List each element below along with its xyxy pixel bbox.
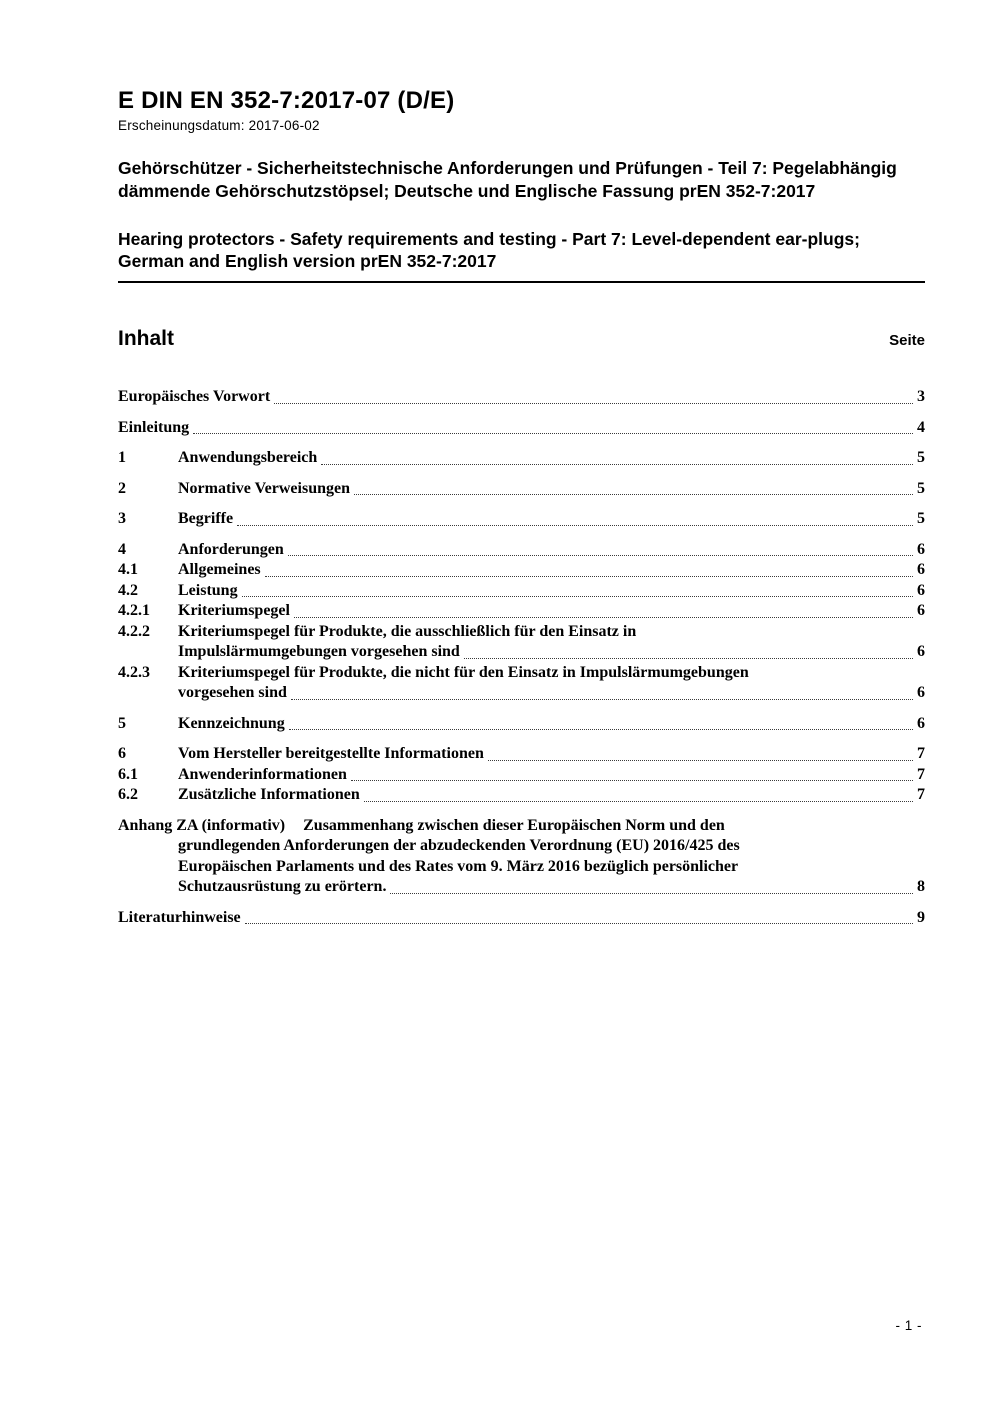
- toc-line: [118, 448, 925, 469]
- toc-dot-leader: [321, 464, 913, 465]
- toc-entry-title: Schutzausrüstung zu erörtern.: [178, 878, 387, 896]
- toc-entry-number: 4.2.2: [118, 622, 150, 640]
- toc-page-column-label: Seite: [889, 332, 925, 350]
- toc-entry-page-number: 6: [917, 602, 925, 620]
- toc-entry: [118, 785, 925, 806]
- toc-entry-title: grundlegenden Anforderungen der abzudeckenden Verordnung (EU) 2016/425 des: [178, 837, 740, 855]
- page-number-footer: - 1 -: [895, 1318, 922, 1333]
- toc-entry-page-number: 6: [917, 561, 925, 579]
- document-title-german: Gehörschützer - Sicherheitstechnische Anforderungen und Prüfungen - Teil 7: Pegelabhängig dämmende Gehörschutzstöpsel; Deutsche und Englische Fassung prEN 352-7:2017: [118, 158, 897, 201]
- toc-entry-page-number: 6: [917, 540, 925, 558]
- toc-line: [118, 663, 925, 684]
- toc-line: [118, 836, 925, 857]
- toc-entry-page-number: 9: [917, 908, 925, 926]
- document-title-english: Hearing protectors - Safety requirements and testing - Part 7: Level-dependent ear-plugs; German and English version prEN 352-7:2017: [118, 228, 925, 283]
- toc-line: [118, 540, 925, 561]
- toc-dot-leader: [390, 893, 913, 894]
- toc-entry-page-number: 5: [917, 510, 925, 528]
- toc-entry: [118, 714, 925, 735]
- toc-dot-leader: [294, 617, 913, 618]
- toc-entry-title: Vom Hersteller bereitgestellte Informationen: [178, 745, 484, 763]
- toc-line: [118, 622, 925, 643]
- toc-entry-number: 5: [118, 714, 126, 732]
- toc-entry-title: Impulslärmumgebungen vorgesehen sind: [178, 643, 460, 661]
- toc-entry-title: Anwenderinformationen: [178, 765, 347, 783]
- toc-dot-leader: [288, 555, 913, 556]
- toc-entry-number: 1: [118, 449, 126, 467]
- toc-entry-number: 4.2.3: [118, 663, 150, 681]
- toc-entry-page-number: 7: [917, 765, 925, 783]
- toc-entry-title: Europäischen Parlaments und des Rates vom 9. März 2016 bezüglich persönlicher: [178, 857, 739, 875]
- toc-line: [118, 765, 925, 786]
- toc-dot-leader: [245, 923, 913, 924]
- toc-entry-page-number: 6: [917, 581, 925, 599]
- toc-line: [118, 714, 925, 735]
- toc-line: [118, 418, 925, 439]
- toc-entry-number: 6.1: [118, 765, 138, 783]
- toc-dot-leader: [488, 760, 913, 761]
- toc-entry: [118, 765, 925, 786]
- toc-line: [118, 744, 925, 765]
- toc-line: [118, 785, 925, 806]
- toc-list: [118, 387, 925, 928]
- toc-dot-leader: [464, 658, 913, 659]
- toc-entry: [118, 560, 925, 581]
- toc-entry: [118, 509, 925, 530]
- toc-dot-leader: [237, 525, 913, 526]
- toc-dot-leader: [354, 494, 913, 495]
- toc-heading: Inhalt: [118, 327, 174, 351]
- toc-dot-leader: [193, 433, 913, 434]
- toc-entry-page-number: 8: [917, 878, 925, 896]
- toc-entry-number: 6.2: [118, 786, 138, 804]
- toc-dot-leader: [242, 596, 913, 597]
- toc-entry-title: Leistung: [178, 581, 238, 599]
- toc-entry: [118, 622, 925, 663]
- toc-entry: [118, 581, 925, 602]
- toc-entry-number: Anhang ZA (informativ): [118, 816, 286, 834]
- toc-entry-number: 4: [118, 540, 126, 558]
- toc-entry-number: 4.2: [118, 581, 138, 599]
- toc-line: [118, 581, 925, 602]
- toc-entry-page-number: 6: [917, 643, 925, 661]
- toc-line: [118, 601, 925, 622]
- toc-entry: [118, 540, 925, 561]
- toc-entry-number: 4.1: [118, 561, 138, 579]
- toc-dot-leader: [364, 801, 913, 802]
- toc-entry-title: Normative Verweisungen: [178, 479, 350, 497]
- toc-entry-page-number: 4: [917, 418, 925, 436]
- toc-entry: [118, 816, 925, 898]
- toc-entry-number: 4.2.1: [118, 602, 150, 620]
- toc-entry-title: Europäisches Vorwort: [118, 388, 271, 406]
- toc-entry: [118, 479, 925, 500]
- toc-entry: [118, 908, 925, 929]
- toc-line: [118, 908, 925, 929]
- toc-entry-title: Kriteriumspegel für Produkte, die nicht für den Einsatz in Impulslärmumgebungen: [178, 663, 749, 681]
- toc-entry-title: Anforderungen: [178, 540, 284, 558]
- toc-entry-page-number: 6: [917, 714, 925, 732]
- toc-entry: [118, 601, 925, 622]
- toc-entry-title: Begriffe: [178, 510, 234, 528]
- toc-entry-page-number: 3: [917, 388, 925, 406]
- toc-dot-leader: [274, 403, 913, 404]
- toc-dot-leader: [289, 729, 913, 730]
- toc-entry-number: 6: [118, 745, 126, 763]
- toc-entry-page-number: 6: [917, 684, 925, 702]
- toc-entry: [118, 418, 925, 439]
- toc-dot-leader: [351, 780, 913, 781]
- toc-entry: [118, 744, 925, 765]
- toc-entry-page-number: 5: [917, 479, 925, 497]
- toc-entry-number: 3: [118, 510, 126, 528]
- toc-line: [118, 857, 925, 878]
- toc-line: [118, 683, 925, 704]
- toc-line: [118, 877, 925, 898]
- toc-entry-page-number: 5: [917, 449, 925, 467]
- toc-entry-title: Literaturhinweise: [118, 908, 241, 926]
- toc-entry-page-number: 7: [917, 745, 925, 763]
- toc-line: [118, 387, 925, 408]
- toc-entry-page-number: 7: [917, 786, 925, 804]
- toc-line: [118, 479, 925, 500]
- toc-dot-leader: [291, 699, 913, 700]
- toc-entry-title: Allgemeines: [178, 561, 261, 579]
- toc-entry-title: Anwendungsbereich: [178, 449, 318, 467]
- toc-line: [118, 816, 925, 837]
- toc-entry: [118, 448, 925, 469]
- toc-dot-leader: [265, 576, 913, 577]
- toc-line: [118, 560, 925, 581]
- toc-entry: [118, 387, 925, 408]
- toc-line: [118, 509, 925, 530]
- toc-entry-title: vorgesehen sind: [178, 684, 287, 702]
- doc-number-title: E DIN EN 352-7:2017-07 (D/E): [118, 87, 455, 114]
- toc-line: [118, 642, 925, 663]
- toc-entry-title: Einleitung: [118, 418, 190, 436]
- toc-entry: [118, 663, 925, 704]
- toc-entry-title: Zusätzliche Informationen: [178, 786, 360, 804]
- toc-entry-title: Kriteriumspegel: [178, 602, 290, 620]
- toc-header: [118, 327, 925, 351]
- toc-entry-title: Kriteriumspegel für Produkte, die ausschließlich für den Einsatz in: [178, 622, 637, 640]
- toc-entry-number: 2: [118, 479, 126, 497]
- release-date: Erscheinungsdatum: 2017-06-02: [118, 118, 320, 134]
- toc-entry-title: Zusammenhang zwischen dieser Europäischen Norm und den: [303, 816, 725, 834]
- toc-entry-title: Kennzeichnung: [178, 714, 285, 732]
